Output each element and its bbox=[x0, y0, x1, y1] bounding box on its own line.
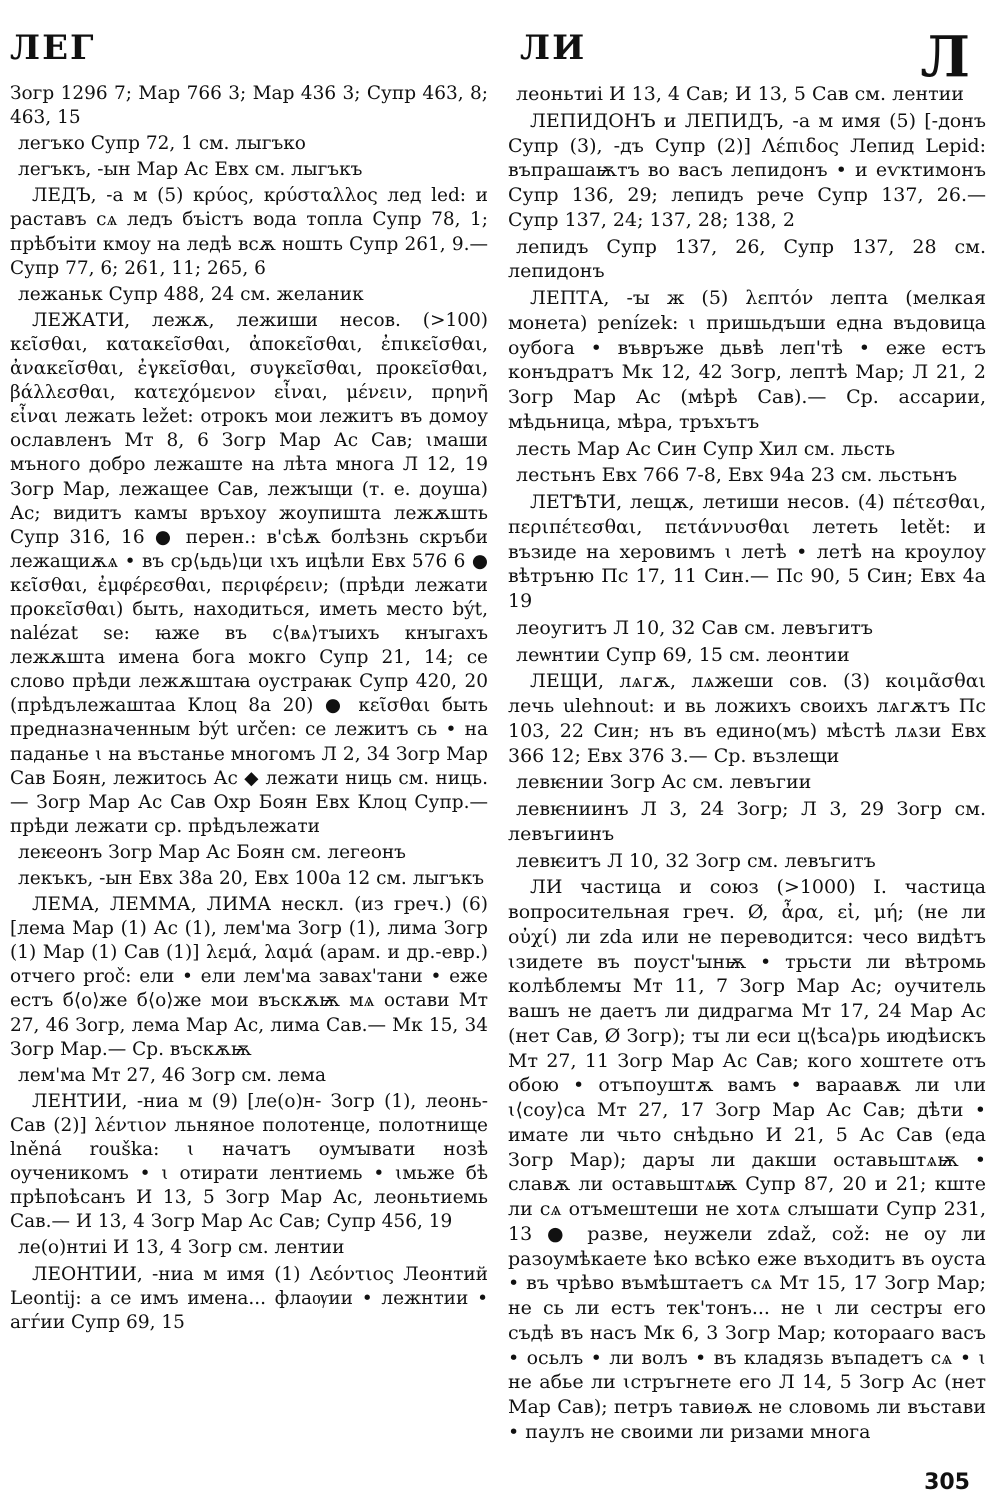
dictionary-entry: ЛЕДЪ, -а м (5) κρύος, κρύσταλλος лед led: и раставъ сѧ ледъ бъістъ вода топла Супр 78, 1; прѣбъіти кмоу на ледѣ всѫ ношть Супр 261, 9.— Супр 77, 6; 261, 11; 265, 6 bbox=[10, 185, 488, 279]
cross-reference: леоньтиі И 13, 4 Сав; И 13, 5 Сав см. лентии bbox=[516, 83, 964, 105]
running-head-right: ЛИ bbox=[520, 28, 587, 68]
dictionary-entry: ЛЕПИДОНЪ и ЛЕПИДЪ, -а м имя (5) [-донъ Супр (3), -дъ Супр (2)] Λέπιδος Лепид Lepid: въпрашаѭтъ во васъ лепидонъ • и еѵктимонъ Супр 136, 29; лепидъ рече Супр 137, 26.— Супр 137, 24; 137, 28; 138, 2 bbox=[508, 109, 986, 231]
page-number: 305 bbox=[924, 1470, 970, 1495]
dictionary-entry: ЛЕМА, ЛЕММА, ЛИМА нескл. (из греч.) (6) [лема Мар (1) Ас (1), лем'ма Зогр (1), лима Зогр (1) Мар (1) Сав (1)] λεμά, λαμά (арам. и др.-евр.) отчего proč: ели • ели лем'ма завах'тани • еже естъ б⟨о⟩же б⟨о⟩же мои въскѫѭ мѧ остави Мт 27, 46 Зогр, лема Мар Ас, лима Сав.— Мк 15, 34 Зогр Мар.— Ср. въскѫѭ bbox=[10, 894, 488, 1060]
running-head-left: ЛЕГ bbox=[10, 28, 96, 68]
cross-reference: леоугитъ Л 10, 32 Сав см. левъгитъ bbox=[516, 616, 873, 639]
cross-reference: ле(о)нтиі И 13, 4 Зогр см. лентии bbox=[18, 1237, 345, 1259]
cross-reference: леѡнтии Супр 69, 15 см. леонтии bbox=[516, 643, 850, 666]
right-column bbox=[508, 82, 986, 1447]
cross-reference: левѥниинъ Л 3, 24 Зогр; Л 3, 29 Зогр см. левъгиинъ bbox=[508, 798, 986, 845]
cross-reference: левѥнии Зогр Ас см. левъгии bbox=[516, 771, 812, 794]
cross-reference: леѥеонъ Зогр Мар Ас Боян см. легеонъ bbox=[18, 841, 406, 863]
dictionary-entry: Зогр 1296 7; Мар 766 3; Мар 436 3; Супр 463, 8; 463, 15 bbox=[10, 83, 488, 129]
dictionary-entry: ЛИ частица и союз (>1000) I. частица вопросительная греч. Ø, ἆρα, εἰ, μή; (не ли οὐχί) ли zda или не переводится: чесо видѣтъ ꙇзидете въ поуст'ꙑнѭ • трьсти ли вѣтромь колѣблемꙑ Мт 11, 7 Зогр Мар Ас; оучитель вашъ не даетъ ли дидрагма Мт 17, 24 Мар Ас (нет Сав, Ø Зогр); тꙑ ли еси ц⟨ѣса⟩рь июдѣискъ Мт 27, 11 Зогр Мар Ас Сав; кого хоштете отъ обою • отъпоуштѫ вамъ • вараавѫ ли ꙇли ꙇ⟨соу⟩са Мт 27, 17 Зогр Мар Ас Сав; дѣти • имате ли чьто снѣдьно И 21, 5 Ас Сав (еда Зогр Мар); дарꙑ ли дакши оставьштѧѭ • славѫ ли оставьштѧѭ Супр 87, 20 и 21; кште ли сѧ отъмештеши не хотѧ слꙑшати Супр 231, 13 ● разве, неужели zdaž, což: не оу ли разоумѣкаете ѣко всѣко еже въходитъ въ оуста • въ чрѣво въмѣштаетъ сѧ Мт 15, 17 Зогр Мар; не сь ли естъ тек'тонъ... не ꙇ ли сестрꙑ его съдѣ въ насъ Мк 6, 3 Зогр Мар; которааго васъ • осьлъ • ли волъ • въ кладязь въпадетъ сѧ • ꙇ не абье ли ꙇстръгнете его Л 14, 5 Зогр Ас (нет Мар Сав); петръ тавиѳѫ не словомь ли въстави • паулъ не своими ли ризами многа bbox=[508, 876, 986, 1443]
cross-reference: легъкъ, -ын Мар Ас Евх см. лыгъкъ bbox=[18, 159, 363, 181]
cross-reference: лепидъ Супр 137, 26, Супр 137, 28 см. лепидонъ bbox=[508, 235, 986, 283]
cross-reference: лекъкъ, -ын Евх 38а 20, Евх 100а 12 см. лыгъкъ bbox=[18, 868, 484, 889]
dictionary-entry: ЛЕТѢТИ, лещѫ, летиши несов. (4) πέτεσθαι, περιπέτεσθαι, πετάννυσθαι лететь letět: и възиде на херовимъ ꙇ летѣ • летѣ на кроулоу вѣтръню Пс 17, 11 Син.— Пс 90, 5 Син; Евх 4а 19 bbox=[508, 491, 986, 612]
dictionary-entry: ЛЕНТИИ, -ниа м (9) [ле(о)н- Зогр (1), леонь- Сав (2)] λέντιον льняное полотенце, полотнище lněná rouška: ꙇ начатъ оумꙑвати нозѣ оученикомъ • ꙇ отирати лентиемь • ꙇмьже бѣ прѣпоѣсанъ И 13, 5 Зогр Мар Ас, леоньтиемь Сав.— И 13, 4 Зогр Мар Ас Сав; Супр 456, 19 bbox=[10, 1090, 488, 1233]
cross-reference: лесть Мар Ас Син Супр Хил см. льсть bbox=[516, 437, 896, 460]
cross-reference: легъко Супр 72, 1 см. лыгъко bbox=[18, 133, 306, 155]
cross-reference: левѥитъ Л 10, 32 Зогр см. левъгитъ bbox=[516, 849, 876, 872]
dictionary-entry: ЛЕПТА, -ꙑ ж (5) λεπτόν лепта (мелкая монета) penízek: ꙇ пришьдъши една въдовица оубога • въвръже дьвѣ леп'тѣ • еже естъ конъдратъ Мк 12, 42 Зогр, лептѣ Мар; Л 21, 2 Зогр Мар Ас (мѣрѣ Сав).— Ср. ассарии, мѣдьница, мѣра, тръхътъ bbox=[508, 287, 986, 433]
dictionary-entry: ЛЕЖАТИ, лежѫ, лежиши несов. (>100) κεῖσθαι, κατακεῖσθαι, ἀποκεῖσθαι, ἐπικεῖσθαι, ἀνακεῖσθαι, ἐγκεῖσθαι, συγκεῖσθαι, προκεῖσθαι, βάλλεσθαι, κατεχόμενον εἶναι, μένειν, πρηνῆ εἶναι лежать ležet: отрокъ мои лежитъ въ домоу ославленъ Мт 8, 6 Зогр Мар Ас Сав; ꙇмаши мъного добро лежаште на лѣта многа Л 12, 19 Зогр Мар, лежащее Сав, лежꙑщи (т. е. доуша) Ас; видитъ камꙑ връхоу жоупишта лежѫшть Супр 316, 16 ● перен.: в'сѣѫ болѣзнь скръби лежащиѫѧ • въ ср⟨ьдь⟩ци ꙇхъ ицѣли Евх 576 6 ● κεῖσθαι, ἐμφέρεσθαι, περιφέρειν; (прѣди лежати προκεῖσθαι) быть, находиться, иметь место být, nalézat se: ꙗже въ с⟨вѧ⟩тꙑихъ кнꙑгахъ лежѫшта имена бога мокго Супр 21, 14; се слово прѣди лежѫштаꙗ оустраꙗк Супр 420, 20 (прѣдълежаштаа Клоц 8а 20) ● κεῖσθαι быть предназначенным být určen: се лежитъ сь • на паданье ꙇ на въстанье многомъ Л 2, 34 Зогр Мар Сав Боян, лежитось Ас ◆ лежати ниць см. ниць.— Зогр Мар Ас Сав Охр Боян Евх Клоц Супр.— прѣди лежати ср. прѣдълежати bbox=[10, 309, 488, 837]
cross-reference: лестьнъ Евх 766 7-8, Евх 94а 23 см. льстьнъ bbox=[516, 464, 958, 487]
left-column bbox=[10, 82, 488, 1337]
cross-reference: лежаньк Супр 488, 24 см. желаник bbox=[18, 283, 364, 305]
section-letter: Л bbox=[920, 24, 970, 90]
dictionary-entry: ЛЕЩИ, лѧгѫ, лѧжеши сов. (3) κοιμᾶσθαι лечь ulehnout: и вь ложихъ своихъ лѧгѫтъ Пс 103, 22 Син; нъ въ едино(мъ) мѣстѣ лѧзи Евх 366 12; Евх 376 3.— Ср. възлещи bbox=[508, 670, 986, 767]
page-header bbox=[0, 0, 1000, 95]
cross-reference: лем'ма Мт 27, 46 Зогр см. лема bbox=[18, 1064, 326, 1086]
dictionary-entry: ЛЕОНТИИ, -ниа м имя (1) Λεόντιος Леонтий Leontij: а се имъ имена... флаѹии • лежнтии • агѓии Супр 69, 15 bbox=[10, 1263, 488, 1333]
